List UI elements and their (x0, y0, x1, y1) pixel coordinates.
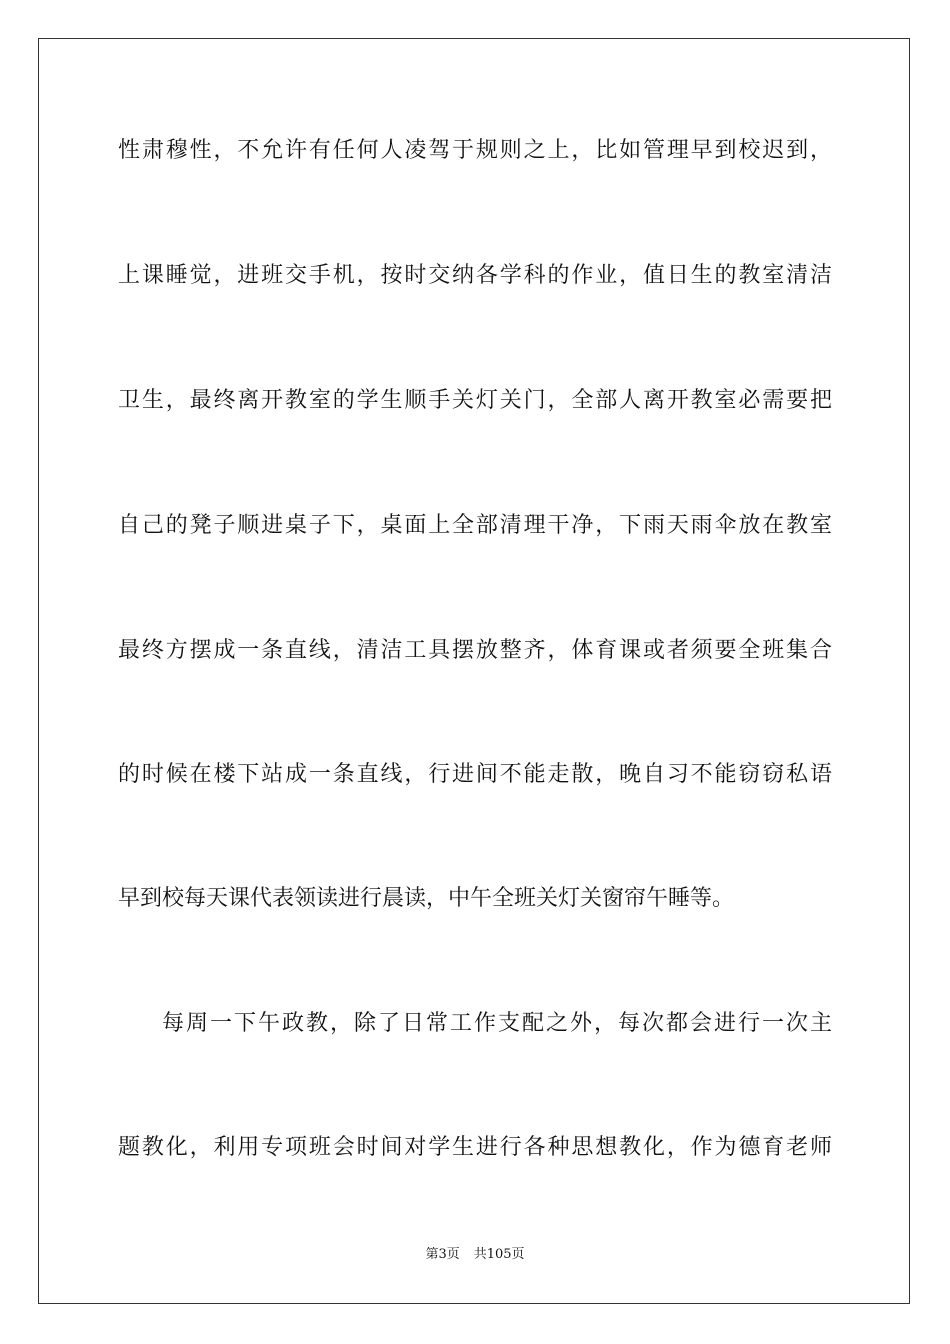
page-footer (0, 1247, 950, 1263)
text-line-5: 最终方摆成一条直线，清洁工具摆放整齐，体育课或者须要全班集合 (118, 638, 832, 663)
text-line-3: 卫生，最终离开教室的学生顺手关灯关门，全部人离开教室必需要把 (118, 388, 832, 413)
text-line-6: 的时候在楼下站成一条直线，行进间不能走散，晚自习不能窃窃私语 (118, 762, 832, 787)
text-line-2: 上课睡觉，进班交手机，按时交纳各学科的作业，值日生的教室清洁 (118, 263, 832, 288)
text-line-9: 题教化，利用专项班会时间对学生进行各种思想教化，作为德育老师 (118, 1135, 832, 1160)
page-border (38, 38, 910, 1304)
paragraph-start-line: 每周一下午政教，除了日常工作支配之外，每次都会进行一次主 (162, 1011, 832, 1036)
text-line-7: 早到校每天课代表领读进行晨读，中午全班关灯关窗帘午睡等。 (118, 886, 735, 911)
page-number: 第3页 (425, 1247, 460, 1262)
text-line-4: 自己的凳子顺进桌子下，桌面上全部清理干净，下雨天雨伞放在教室 (118, 513, 832, 538)
text-line-1: 性肃穆性，不允许有任何人凌驾于规则之上，比如管理早到校迟到， (118, 138, 832, 163)
total-pages: 共105页 (473, 1247, 525, 1262)
